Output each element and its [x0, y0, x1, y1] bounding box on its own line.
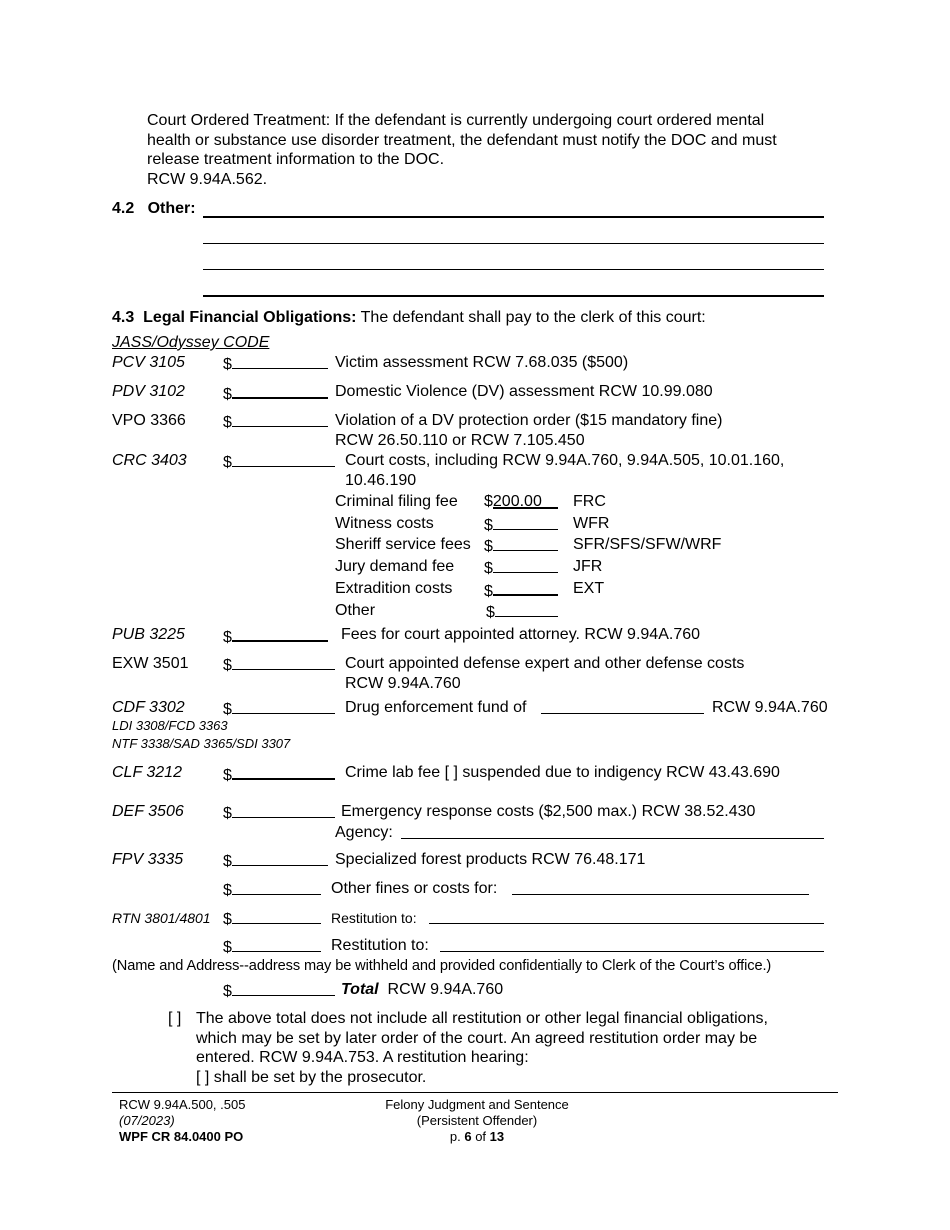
cdf-amount-field[interactable]: [223, 698, 335, 720]
cost-code-wfr: WFR: [573, 515, 610, 532]
vpo-amount-field[interactable]: [223, 411, 328, 433]
exw-amount-field[interactable]: [223, 654, 335, 676]
current-page: 6: [464, 1129, 472, 1144]
agency-value[interactable]: [401, 823, 824, 839]
hearing-prosecutor-option[interactable]: [ ] shall be set by the prosecutor.: [196, 1069, 427, 1086]
dollar-sign: $: [223, 701, 232, 718]
jury-fee-amount[interactable]: [493, 557, 558, 573]
other-field-line-2[interactable]: [203, 243, 824, 244]
total-pages: 13: [489, 1129, 505, 1144]
fpv-amount-field[interactable]: [223, 850, 328, 872]
def-description: Emergency response costs ($2,500 max.) RCW 38.52.430: [341, 803, 756, 820]
notice-text-line: which may be set by later order of the court. An agreed restitution order may be: [196, 1030, 758, 1047]
footer-page-number: [372, 1129, 582, 1145]
exw-rcw: RCW 9.94A.760: [345, 675, 461, 692]
total-label: Total: [341, 981, 379, 998]
clf-amount[interactable]: [232, 763, 335, 780]
exw-description: Court appointed defense expert and other defense costs: [345, 655, 745, 672]
dollar-sign: $: [484, 538, 493, 555]
footer-rcw: RCW 9.94A.500, .505: [119, 1097, 246, 1112]
pcv-amount[interactable]: [232, 353, 328, 369]
cdf-rcw: RCW 9.94A.760: [712, 699, 828, 716]
code-rtn: RTN 3801/4801: [112, 910, 211, 926]
pub-description: Fees for court appointed attorney. RCW 9.94A.760: [341, 626, 701, 643]
total-row: [341, 980, 503, 1000]
pcv-description: Victim assessment RCW 7.68.035 ($500): [335, 354, 629, 371]
witness-costs-field[interactable]: [484, 514, 558, 536]
section-4-2-heading: [112, 199, 196, 219]
witness-costs-amount[interactable]: [493, 514, 558, 530]
dollar-sign: $: [484, 493, 493, 510]
exw-amount[interactable]: [232, 654, 335, 670]
pub-amount[interactable]: [232, 625, 328, 642]
treatment-rcw: RCW 9.94A.562.: [147, 171, 268, 188]
rtn2-amount-field[interactable]: [223, 936, 321, 958]
other-cost-field[interactable]: [486, 601, 558, 623]
def-amount-field[interactable]: [223, 802, 335, 824]
treatment-text-line: Court Ordered Treatment: If the defendant is currently undergoing court ordered mental: [147, 112, 765, 129]
clf-amount-field[interactable]: [223, 763, 335, 786]
restitution-to-value-2[interactable]: [440, 936, 824, 952]
cost-label-other: Other: [335, 602, 376, 619]
other-label: Other:: [147, 200, 196, 217]
vpo-amount[interactable]: [232, 411, 328, 427]
total-incomplete-checkbox[interactable]: [ ]: [168, 1010, 182, 1027]
page-of: of: [475, 1129, 487, 1144]
restitution-to-field-2[interactable]: [440, 936, 824, 958]
code-pdv: PDV 3102: [112, 383, 185, 400]
code-cdf: CDF 3302: [112, 699, 185, 716]
section-number: 4.2: [112, 200, 135, 217]
other-cost-amount[interactable]: [495, 601, 558, 617]
other-fines-for-field[interactable]: [512, 879, 809, 901]
other-fines-amount-field[interactable]: [223, 879, 321, 901]
pdv-description: Domestic Violence (DV) assessment RCW 10.99.080: [335, 383, 713, 400]
cost-label-sheriff: Sheriff service fees: [335, 536, 471, 553]
notice-text-line: entered. RCW 9.94A.753. A restitution hearing:: [196, 1049, 529, 1066]
rtn2-amount[interactable]: [232, 936, 321, 952]
code-fpv: FPV 3335: [112, 851, 184, 868]
dollar-sign: $: [223, 454, 232, 471]
cdf-fund-field[interactable]: [541, 698, 704, 720]
other-field-line-3[interactable]: [203, 269, 824, 270]
dollar-sign: $: [223, 882, 232, 899]
footer-title: Felony Judgment and Sentence: [385, 1097, 569, 1112]
cost-label-filing-fee: Criminal filing fee: [335, 493, 458, 510]
cdf-description: Drug enforcement fund of: [345, 699, 527, 716]
restitution-to-label-2: Restitution to:: [331, 937, 429, 954]
lfo-intro: The defendant shall pay to the clerk of this court:: [360, 309, 706, 326]
dollar-sign: $: [223, 386, 232, 403]
dollar-sign: $: [484, 560, 493, 577]
filing-fee-field[interactable]: [484, 492, 558, 512]
dollar-sign: $: [223, 911, 232, 928]
notice-text-line: The above total does not include all restitution or other legal financial obligations,: [196, 1010, 768, 1027]
pcv-amount-field[interactable]: [223, 353, 328, 375]
restitution-to-field-1[interactable]: [429, 908, 824, 930]
cost-label-witness: Witness costs: [335, 515, 434, 532]
agency-field[interactable]: [401, 823, 824, 845]
dollar-sign: $: [223, 767, 232, 784]
code-clf: CLF 3212: [112, 764, 182, 781]
footer-form-number: WPF CR 84.0400 PO: [119, 1129, 244, 1144]
pub-amount-field[interactable]: [223, 625, 328, 648]
total-amount[interactable]: [232, 980, 335, 996]
pdv-amount[interactable]: [232, 382, 328, 399]
extradition-amount[interactable]: [493, 579, 558, 596]
page-prefix: p.: [449, 1129, 461, 1144]
filing-fee-amount[interactable]: 200.00: [493, 492, 558, 509]
crc-amount-field[interactable]: [223, 451, 335, 473]
code-pcv: PCV 3105: [112, 354, 185, 371]
dollar-sign: $: [223, 983, 232, 1000]
code-crc: CRC 3403: [112, 452, 187, 469]
fpv-description: Specialized forest products RCW 76.48.171: [335, 851, 646, 868]
lfo-heading: Legal Financial Obligations:: [143, 309, 357, 326]
cdf-fund-value[interactable]: [541, 698, 704, 714]
total-rcw: RCW 9.94A.760: [387, 981, 504, 998]
total-amount-field[interactable]: [223, 980, 335, 1002]
dollar-sign: $: [223, 629, 232, 646]
code-column-header: JASS/Odyssey CODE: [112, 334, 270, 351]
dollar-sign: $: [484, 517, 493, 534]
fpv-amount[interactable]: [232, 850, 328, 866]
cost-label-jury: Jury demand fee: [335, 558, 455, 575]
section-4-3-heading: [112, 308, 706, 328]
code-exw: EXW 3501: [112, 655, 189, 672]
rtn1-amount-field[interactable]: [223, 908, 321, 930]
cost-code-frc: FRC: [573, 493, 606, 510]
dollar-sign: $: [223, 853, 232, 870]
cost-label-extradition: Extradition costs: [335, 580, 453, 597]
other-field-line-1[interactable]: [203, 216, 824, 218]
dollar-sign: $: [484, 583, 493, 600]
other-fines-amount[interactable]: [232, 879, 321, 895]
cost-code-jfr: JFR: [573, 558, 603, 575]
crc-description: Court costs, including RCW 9.94A.760, 9.94A.505, 10.01.160,: [345, 452, 785, 469]
cdf-amount[interactable]: [232, 698, 335, 714]
vpo-description: Violation of a DV protection order ($15 mandatory fine): [335, 412, 723, 429]
other-field-line-4[interactable]: [203, 295, 824, 297]
code-ldi-fcd: LDI 3308/FCD 3363: [112, 718, 228, 733]
sheriff-fees-amount[interactable]: [493, 535, 558, 551]
dollar-sign: $: [223, 356, 232, 373]
crc-rcw-continued: 10.46.190: [345, 472, 417, 489]
cost-code-sheriff: SFR/SFS/SFW/WRF: [573, 536, 722, 553]
clf-description: Crime lab fee [ ] suspended due to indigency RCW 43.43.690: [345, 764, 780, 781]
dollar-sign: $: [223, 939, 232, 956]
footer-subtitle: (Persistent Offender): [416, 1113, 538, 1128]
treatment-text-line: health or substance use disorder treatment, the defendant must notify the DOC and must: [147, 132, 777, 149]
sheriff-fees-field[interactable]: [484, 535, 558, 557]
footer-divider: [112, 1092, 838, 1093]
dollar-sign: $: [223, 657, 232, 674]
def-amount[interactable]: [232, 802, 335, 818]
section-number: 4.3: [112, 309, 135, 326]
cost-code-ext: EXT: [573, 580, 605, 597]
treatment-text-line: release treatment information to the DOC.: [147, 151, 445, 168]
agency-label: Agency:: [335, 824, 393, 841]
code-pub: PUB 3225: [112, 626, 185, 643]
code-ntf-sad-sdi: NTF 3338/SAD 3365/SDI 3307: [112, 736, 291, 751]
pdv-amount-field[interactable]: [223, 382, 328, 405]
restitution-to-label-1: Restitution to:: [331, 910, 417, 926]
other-fines-for-value[interactable]: [512, 879, 809, 895]
rtn1-amount[interactable]: [232, 908, 321, 924]
dollar-sign: $: [223, 414, 232, 431]
crc-amount[interactable]: [232, 451, 335, 467]
dollar-sign: $: [223, 805, 232, 822]
jury-fee-field[interactable]: [484, 557, 558, 579]
footer-date: (07/2023): [119, 1113, 175, 1128]
restitution-to-value-1[interactable]: [429, 908, 824, 924]
dollar-sign: $: [486, 604, 495, 621]
other-fines-label: Other fines or costs for:: [331, 880, 498, 897]
restitution-note: (Name and Address--address may be withheld and provided confidentially to Clerk of the Court’s office.): [112, 958, 772, 974]
extradition-field[interactable]: [484, 579, 558, 602]
vpo-rcw: RCW 26.50.110 or RCW 7.105.450: [335, 432, 585, 449]
code-def: DEF 3506: [112, 803, 184, 820]
code-vpo: VPO 3366: [112, 412, 186, 429]
